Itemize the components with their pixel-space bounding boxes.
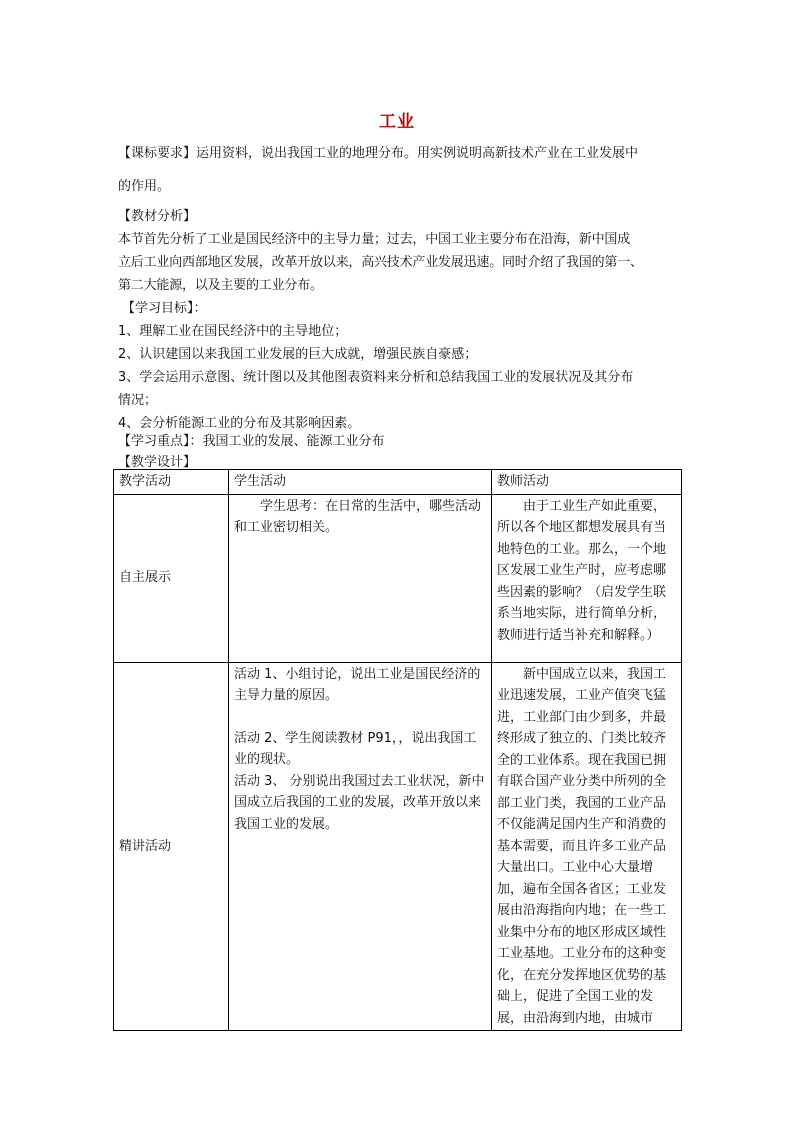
course-requirement [118,142,678,165]
page-title: 工业 [379,112,415,132]
teaching-design-table [113,469,682,1031]
key-points [118,430,678,453]
material-line: 本节首先分析了工业是国民经济中的主导力量；过去，中国工业主要分布在沿海，新中国成 [118,232,631,247]
key-points-text: ：我国工业的发展、能源工业分布 [189,434,385,449]
header-cell: 教师活动 [492,470,682,495]
objectives-label: 【学习目标】： [122,301,207,316]
table-header-row [114,470,682,495]
activity-cell: 自主展示 [114,494,229,662]
table-row [114,662,682,1031]
student-text: 活动 3、 分别说出我国过去工业状况，新中国成立后我国的工业的发展，改革开放以来我国工业的发展。 [234,773,485,832]
teacher-text: 新中国成立以来，我国工业迅速发展，工业产值突飞猛进，工业部门由少到多，并最终形成了独立的、门类比较齐全的工业体系。现在我国已拥有联合国产业分类中所列的全部工业门类，我国的工业产品不仅能满足国内生产和消费的基本需要，而且许多工业产品大量出口。工业中心大量增加，遍布全国各省区；工业发展由沿海指向内地；在一些工业集中分布的地区形成区域性工业基地。工业分布的这种变化，在充分发挥地区优势的基础上，促进了全国工业的发展，由沿海到内地，由城市 [497,666,667,1026]
course-requirement-label: 【课标要求】 [118,146,197,161]
design-label: 【教学设计】 [118,455,197,470]
teacher-text: 由于工业生产如此重要，所以各个地区都想发展具有当地特色的工业。那么，一个地区发展工业生产时，应考虑哪些因素的影响？（启发学生联系当地实际，进行简单分析，教师进行适当补充和解释。） [497,498,667,643]
key-points-label: 【学习重点】 [118,434,190,449]
course-requirement-line1: 运用资料，说出我国工业的地理分布。用实例说明高新技术产业在工业发展中 [196,146,639,161]
student-cell [229,662,492,1031]
objective-item: 情况； [118,393,158,408]
material-analysis-text [118,228,678,297]
material-analysis-label: 【教材分析】 [118,209,197,224]
material-line: 立后工业向西部地区发展，改革开放以来，高兴技术产业发展迅速。同时介绍了我国的第一、 [118,255,643,270]
teacher-cell [492,494,682,662]
student-cell [229,494,492,662]
student-text: 活动 2、学生阅读教材 P91，，说出我国工业的现状。 [234,730,477,767]
student-text: 活动 1、小组讨论，说出工业是国民经济的主导力量的原因。 [234,666,481,703]
header-cell: 学生活动 [229,470,492,495]
activity-cell: 精讲活动 [114,662,229,1031]
objective-item: 1、理解工业在国民经济中的主导地位； [118,324,348,339]
student-text: 学生思考：在日常的生活中，哪些活动和工业密切相关。 [234,498,482,535]
header-cell: 教学活动 [114,470,229,495]
teacher-cell [492,662,682,1031]
table-row [114,494,682,662]
objectives-list [118,320,678,435]
objective-item: 2、认识建国以来我国工业发展的巨大成就，增强民族自豪感； [118,347,478,362]
material-line: 第二大能源，以及主要的工业分布。 [118,278,323,293]
course-requirement-cont: 的作用。 [118,179,171,194]
objective-item: 4、会分析能源工业的分布及其影响因素。 [118,416,361,431]
objective-item: 3、学会运用示意图、统计图以及其他图表资料来分析和总结我国工业的发展状况及其分布 [118,370,634,385]
